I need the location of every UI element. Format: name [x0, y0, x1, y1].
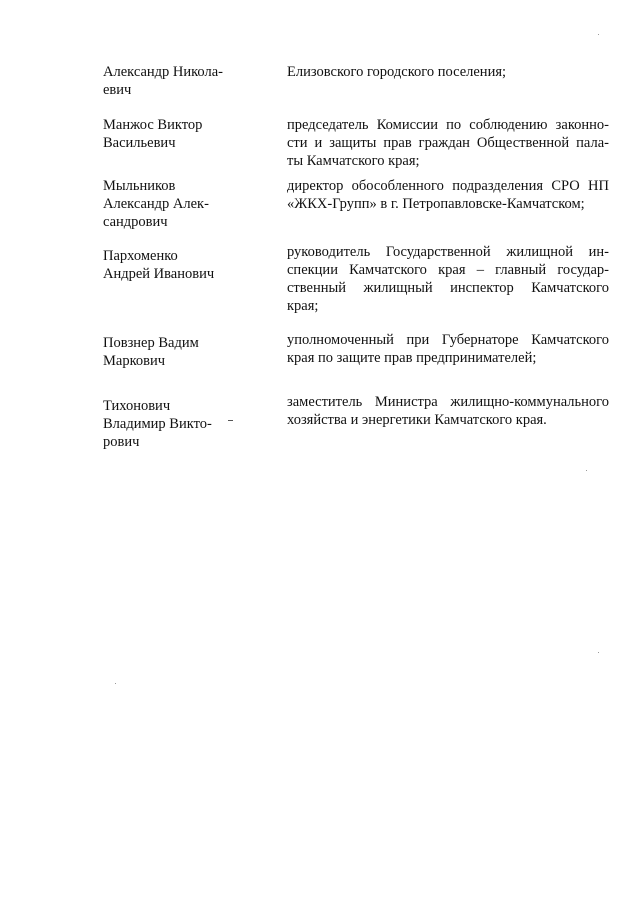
member-role-4	[287, 243, 609, 315]
member-role-line: уполномоченный при Губернаторе Камчатского	[287, 332, 609, 348]
member-name-2	[103, 116, 273, 152]
member-role-line: директор обособленного подразделения СРО НП	[287, 178, 609, 194]
member-name-line: Манжос Виктор	[103, 117, 203, 133]
member-role-line: председатель Комиссии по соблюдению законно-	[287, 117, 609, 133]
member-role-line: края;	[287, 298, 319, 314]
member-role-line: спекции Камчатского края – главный государ-	[287, 262, 609, 278]
member-name-6	[103, 397, 273, 451]
member-name-line: Повзнер Вадим	[103, 335, 199, 351]
member-name-line: евич	[103, 82, 132, 98]
member-name-line: Маркович	[103, 353, 166, 369]
member-name-line: Александр Алек-	[103, 196, 209, 212]
member-name-line: рович	[103, 434, 140, 450]
member-name-line: Васильевич	[103, 135, 176, 151]
member-role-6	[287, 393, 609, 429]
member-role-2	[287, 116, 609, 170]
member-role-1	[287, 63, 609, 81]
member-name-4	[103, 247, 273, 283]
member-role-5	[287, 331, 609, 367]
scan-speck	[598, 34, 599, 35]
member-name-line: Пархоменко	[103, 248, 178, 264]
member-role-line: «ЖКХ-Групп» в г. Петропавловске-Камчатском;	[287, 196, 585, 212]
member-role-line: Елизовского городского поселения;	[287, 64, 507, 80]
member-role-line: руководитель Государственной жилищной ин-	[287, 244, 609, 260]
member-name-line: Мыльников	[103, 178, 176, 194]
member-role-line: сти и защиты прав граждан Общественной пала-	[287, 135, 609, 151]
scan-speck	[598, 652, 599, 653]
scan-speck	[115, 683, 116, 684]
member-name-1	[103, 63, 273, 99]
member-role-line: ственный жилищный инспектор Камчатского	[287, 280, 609, 296]
member-role-line: заместитель Министра жилищно-коммунального	[287, 394, 609, 410]
member-role-line: хозяйства и энергетики Камчатского края.	[287, 412, 547, 428]
member-role-line: ты Камчатского края;	[287, 153, 420, 169]
member-name-5	[103, 334, 273, 370]
member-name-line: Андрей Иванович	[103, 266, 215, 282]
member-role-line: края по защите прав предпринимателей;	[287, 350, 537, 366]
member-name-line: Владимир Викто-	[103, 416, 212, 432]
member-name-line: сандрович	[103, 214, 168, 230]
member-role-3	[287, 177, 609, 213]
member-name-line: Александр Никола-	[103, 64, 223, 80]
member-name-3	[103, 177, 273, 231]
member-name-line: Тихонович	[103, 398, 171, 414]
scan-speck	[586, 470, 587, 471]
scan-mark	[228, 420, 233, 421]
